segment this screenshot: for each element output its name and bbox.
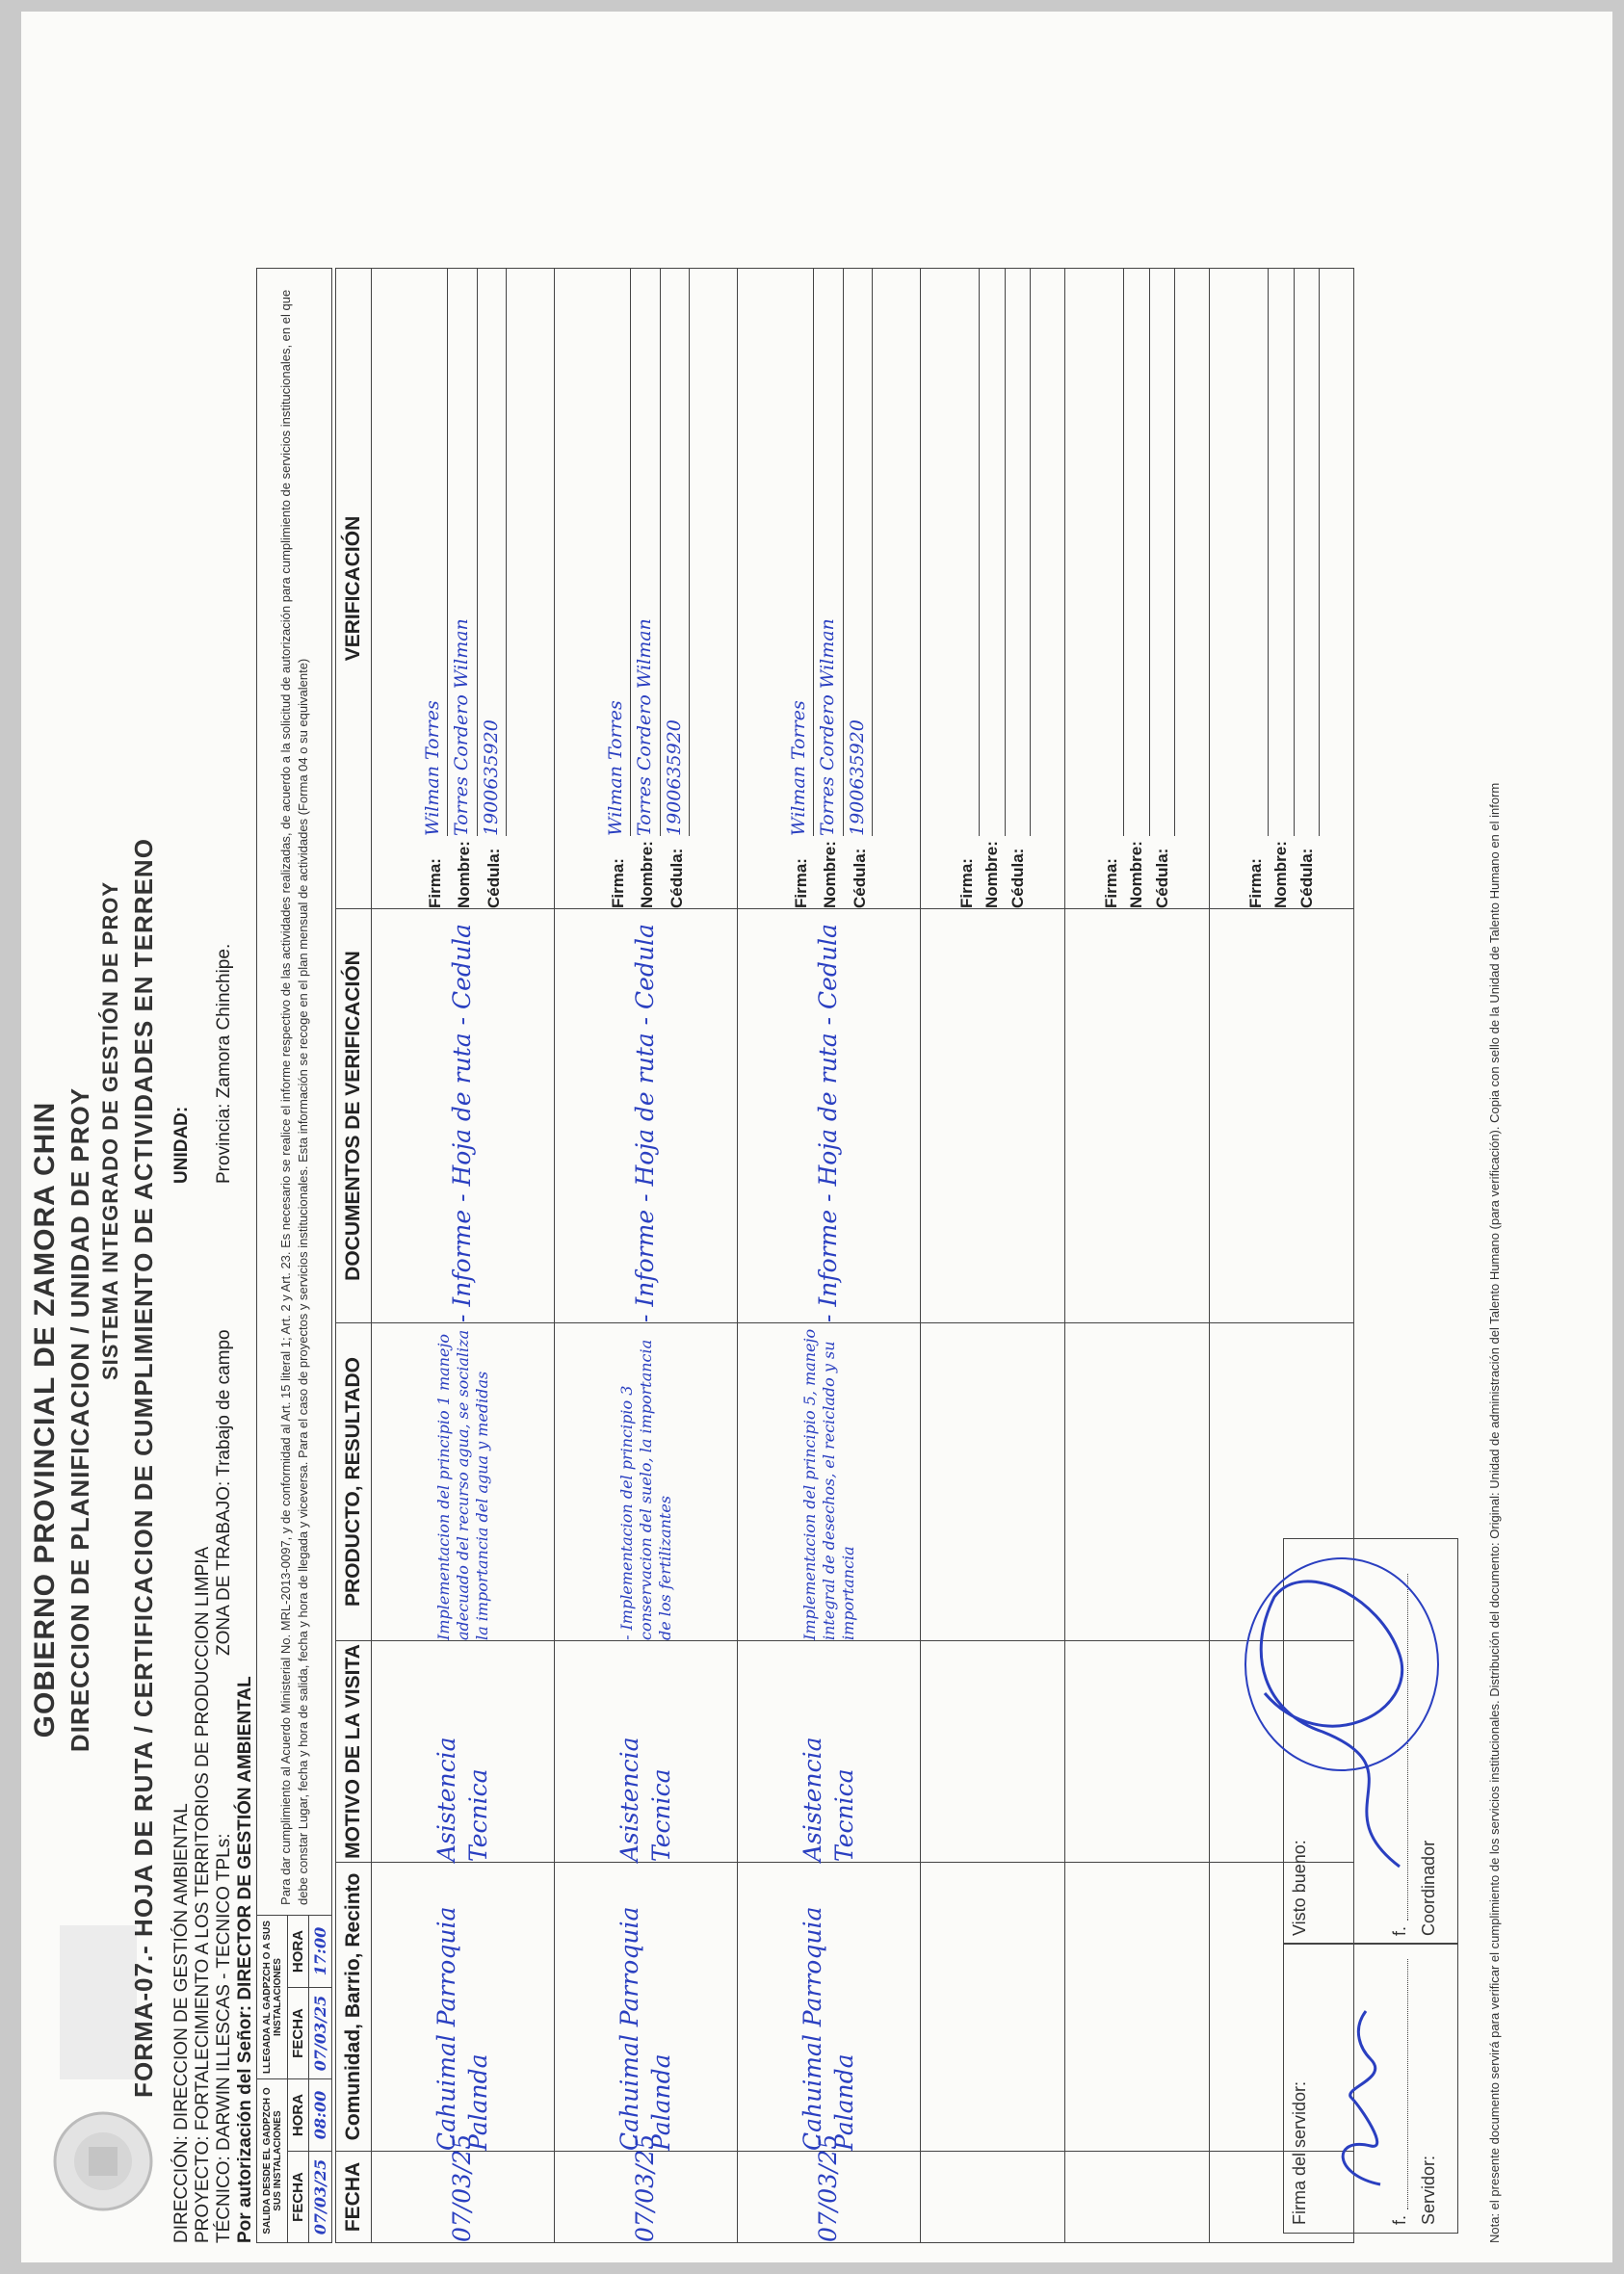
- header-title-1: GOBIERNO PROVINCIAL DE ZAMORA CHIN: [29, 1101, 61, 1738]
- coordinador-signature: [1207, 1539, 1457, 1886]
- verificacion-nombre-line: [814, 269, 843, 908]
- row-motivo: Asistencia Tecnica: [738, 1641, 921, 1863]
- firma-servidor-label: Firma del servidor:: [1290, 2080, 1309, 2225]
- table-row: [738, 269, 921, 2243]
- verificacion-firma-line: [1099, 269, 1124, 908]
- row-verificacion: [921, 269, 1065, 909]
- llegada-hora-header: HORA: [288, 1915, 309, 1987]
- salida-label: SALIDA DESDE EL GADPZCH O SUS INSTALACIONES: [257, 2078, 288, 2242]
- header-title-2: DIRECCION DE PLANIFICACION / UNIDAD DE PROY: [65, 1086, 94, 1753]
- verificacion-nombre-label: Nombre:: [638, 841, 657, 908]
- verificacion-cedula-value: [1008, 269, 1031, 836]
- row-fecha: 07/03/25: [372, 2152, 555, 2243]
- salida-hora-header: HORA: [288, 2078, 309, 2151]
- verificacion-firma-label: Firma:: [1101, 858, 1120, 908]
- verificacion-firma-value: Wilman Torres: [419, 269, 448, 836]
- row-producto: [1065, 1323, 1210, 1641]
- header-title-3: SISTEMA INTEGRADO DE GESTIÓN DE PROY: [98, 881, 122, 1381]
- verificacion-firma-label: Firma:: [1245, 858, 1265, 908]
- f-mark-coordinador: f.: [1390, 1925, 1409, 1936]
- row-documentos: - Informe - Hoja de ruta - Cedula: [372, 909, 555, 1323]
- col-fecha: FECHA: [336, 2152, 372, 2243]
- verificacion-nombre-line: [1269, 269, 1294, 908]
- verificacion-cedula-label: Cédula:: [484, 848, 503, 908]
- verificacion-firma-line: [785, 269, 814, 908]
- zona-label: ZONA DE TRABAJO: Trabajo de campo: [214, 1329, 234, 1656]
- row-comunidad: Cahuimal Parroquia Palanda: [555, 1863, 738, 2152]
- verificacion-firma-value: Wilman Torres: [602, 269, 631, 836]
- verificacion-nombre-value: Torres Cordero Wilman: [448, 269, 477, 836]
- verificacion-cedula-value: 1900635920: [661, 269, 690, 836]
- row-comunidad: [1065, 1863, 1210, 2152]
- table-row: [1065, 269, 1210, 2243]
- verificacion-nombre-label: Nombre:: [455, 841, 474, 908]
- row-comunidad: [921, 1863, 1065, 2152]
- verificacion-firma-line: [1244, 269, 1269, 908]
- row-producto: [921, 1323, 1065, 1641]
- row-verificacion: [1065, 269, 1210, 909]
- row-documentos: - Informe - Hoja de ruta - Cedula: [738, 909, 921, 1323]
- row-documentos: [1210, 909, 1354, 1323]
- activities-table: [335, 268, 1354, 2243]
- salida-fecha-header: FECHA: [288, 2152, 309, 2243]
- row-comunidad: Cahuimal Parroquia Palanda: [738, 1863, 921, 2152]
- visto-bueno-box: [1283, 1538, 1458, 1945]
- verificacion-nombre-label: Nombre:: [982, 841, 1002, 908]
- verificacion-cedula-label: Cédula:: [1297, 848, 1316, 908]
- unidad-label: UNIDAD:: [171, 1106, 192, 1184]
- verificacion-nombre-line: [631, 269, 660, 908]
- provincia-label: Provincia: Zamora Chinchipe.: [214, 943, 234, 1184]
- row-producto: Implementacion del principio 5, manejo integral de desechos, el reciclado y su importancia: [738, 1323, 921, 1641]
- verificacion-cedula-value: [1297, 269, 1320, 836]
- verificacion-nombre-line: [448, 269, 477, 908]
- verificacion-firma-line: [955, 269, 980, 908]
- row-producto: - Implementacion del principio 3 conservacion del suelo, la importancia de los fertilizantes: [555, 1323, 738, 1641]
- verificacion-firma-label: Firma:: [425, 858, 444, 908]
- verificacion-cedula-value: 1900635920: [844, 269, 873, 836]
- servidor-signature: [1313, 2001, 1409, 2194]
- f-mark-servidor: f.: [1390, 2214, 1409, 2225]
- row-verificacion: [1210, 269, 1354, 909]
- row-producto: Implementacion del principio 1 manejo adecuado del recurso agua, se socializa la importancia del agua y medidas: [372, 1323, 555, 1641]
- row-verificacion: [372, 269, 555, 909]
- verificacion-nombre-value: [1128, 269, 1150, 836]
- salida-llegada-table: [256, 268, 332, 2243]
- verificacion-firma-label: Firma:: [608, 858, 627, 908]
- coordinador-label: Coordinador: [1419, 1840, 1438, 1936]
- verificacion-cedula-line: [1295, 269, 1320, 908]
- row-fecha: 07/03/25: [738, 2152, 921, 2243]
- salida-hora: 08:00: [309, 2078, 332, 2151]
- verificacion-cedula-line: [478, 269, 507, 908]
- llegada-hora: 17:00: [309, 1915, 332, 1987]
- col-motivo: MOTIVO DE LA VISITA: [336, 1641, 372, 1863]
- nota-footer: Nota: el presente documento servirá para verificar el cumplimiento de los servicios institucionales. Distribución del documento: Original: Unidad de administración del Talento Humano (para verificación). Copia con sello de la Unidad de Talento Humano en el inform: [1487, 782, 1502, 2243]
- verificacion-firma-label: Firma:: [956, 858, 976, 908]
- row-motivo: [1065, 1641, 1210, 1863]
- verificacion-cedula-label: Cédula:: [1152, 848, 1171, 908]
- document-page: [21, 12, 1612, 2262]
- salida-fecha: 07/03/25: [309, 2152, 332, 2243]
- direccion-label: DIRECCIÓN: DIRECCION DE GESTIÓN AMBIENTAL: [171, 1803, 192, 2243]
- verificacion-nombre-value: [1272, 269, 1295, 836]
- visto-bueno-label: Visto bueno:: [1290, 1840, 1309, 1936]
- verificacion-firma-value: [1102, 269, 1124, 836]
- col-comunidad: Comunidad, Barrio, Recinto: [336, 1863, 372, 2152]
- verificacion-cedula-line: [661, 269, 690, 908]
- rotated-form: [21, 47, 1572, 2262]
- tecnico-label: TÉCNICO: DARWIN ILLESCAS - TECNICO TPLs:: [214, 1833, 234, 2243]
- col-verificacion: VERIFICACIÓN: [336, 269, 372, 909]
- table-row: [921, 269, 1065, 2243]
- llegada-fecha: 07/03/25: [309, 1987, 332, 2078]
- row-documentos: - Informe - Hoja de ruta - Cedula: [555, 909, 738, 1323]
- verificacion-cedula-label: Cédula:: [1008, 848, 1027, 908]
- verificacion-nombre-line: [980, 269, 1005, 908]
- row-comunidad: Cahuimal Parroquia Palanda: [372, 1863, 555, 2152]
- llegada-fecha-header: FECHA: [288, 1987, 309, 2078]
- row-motivo: Asistencia Tecnica: [555, 1641, 738, 1863]
- verificacion-cedula-line: [1150, 269, 1175, 908]
- llegada-label: LLEGADA AL GADPZCH O A SUS INSTALACIONES: [257, 1915, 288, 2078]
- proyecto-label: PROYECTO: FORTALECIMIENTO A LOS TERRITORIOS DE PRODUCCION LIMPIA: [193, 1546, 213, 2243]
- intro-text: Para dar cumplimiento al Acuerdo Ministerial No. MRL-2013-0097, y de conformidad al Art. 15 literal 1; Art. 2 y Art. 23. Es necesario se realice el informe respectivo de las actividades realizadas, de acuerdo a la solicitud de autorización para cumplimiento de servicios institucionales, en el que debe constar Lugar, fecha y hora de salida, fecha y hora de llegada y viceversa. Para el caso de proyectos y servicios institucionales. Esta información se recoge en el plan mensual de actividades (Forma 04 o su equivalente): [257, 268, 332, 1915]
- verificacion-firma-value: Wilman Torres: [785, 269, 814, 836]
- verificacion-nombre-value: Torres Cordero Wilman: [814, 269, 843, 836]
- verificacion-cedula-value: 1900635920: [478, 269, 507, 836]
- row-motivo: [921, 1641, 1065, 1863]
- table-row: [372, 269, 555, 2243]
- verificacion-firma-line: [602, 269, 631, 908]
- verificacion-firma-label: Firma:: [791, 858, 810, 908]
- verificacion-cedula-label: Cédula:: [667, 848, 686, 908]
- verificacion-cedula-line: [1006, 269, 1031, 908]
- col-producto: PRODUCTO, RESULTADO: [336, 1323, 372, 1641]
- row-verificacion: [555, 269, 738, 909]
- verificacion-firma-value: [1246, 269, 1269, 836]
- row-fecha: 07/03/25: [555, 2152, 738, 2243]
- servidor-label: Servidor:: [1419, 2155, 1438, 2225]
- verificacion-firma-line: [419, 269, 448, 908]
- autorizacion-label: Por autorización del Señor: DIRECTOR DE GESTIÓN AMBIENTAL: [235, 1676, 255, 2243]
- row-fecha: [1065, 2152, 1210, 2243]
- verificacion-nombre-label: Nombre:: [1271, 841, 1291, 908]
- row-motivo: Asistencia Tecnica: [372, 1641, 555, 1863]
- row-documentos: [1065, 909, 1210, 1323]
- row-fecha: [921, 2152, 1065, 2243]
- verificacion-firma-value: [957, 269, 980, 836]
- verificacion-nombre-value: Torres Cordero Wilman: [631, 269, 660, 836]
- verificacion-cedula-value: [1153, 269, 1175, 836]
- verificacion-nombre-label: Nombre:: [821, 841, 840, 908]
- servidor-signature-box: [1283, 1943, 1458, 2234]
- form-title: FORMA-07.- HOJA DE RUTA / CERTIFICACION DE CUMPLIMIENTO DE ACTIVIDADES EN TERRENO: [129, 838, 158, 2098]
- row-verificacion: [738, 269, 921, 909]
- verificacion-nombre-line: [1124, 269, 1149, 908]
- verificacion-cedula-line: [844, 269, 873, 908]
- verificacion-nombre-label: Nombre:: [1127, 841, 1146, 908]
- row-documentos: [921, 909, 1065, 1323]
- col-documentos: DOCUMENTOS DE VERIFICACIÓN: [336, 909, 372, 1323]
- table-row: [555, 269, 738, 2243]
- verificacion-cedula-label: Cédula:: [850, 848, 869, 908]
- verificacion-nombre-value: [983, 269, 1006, 836]
